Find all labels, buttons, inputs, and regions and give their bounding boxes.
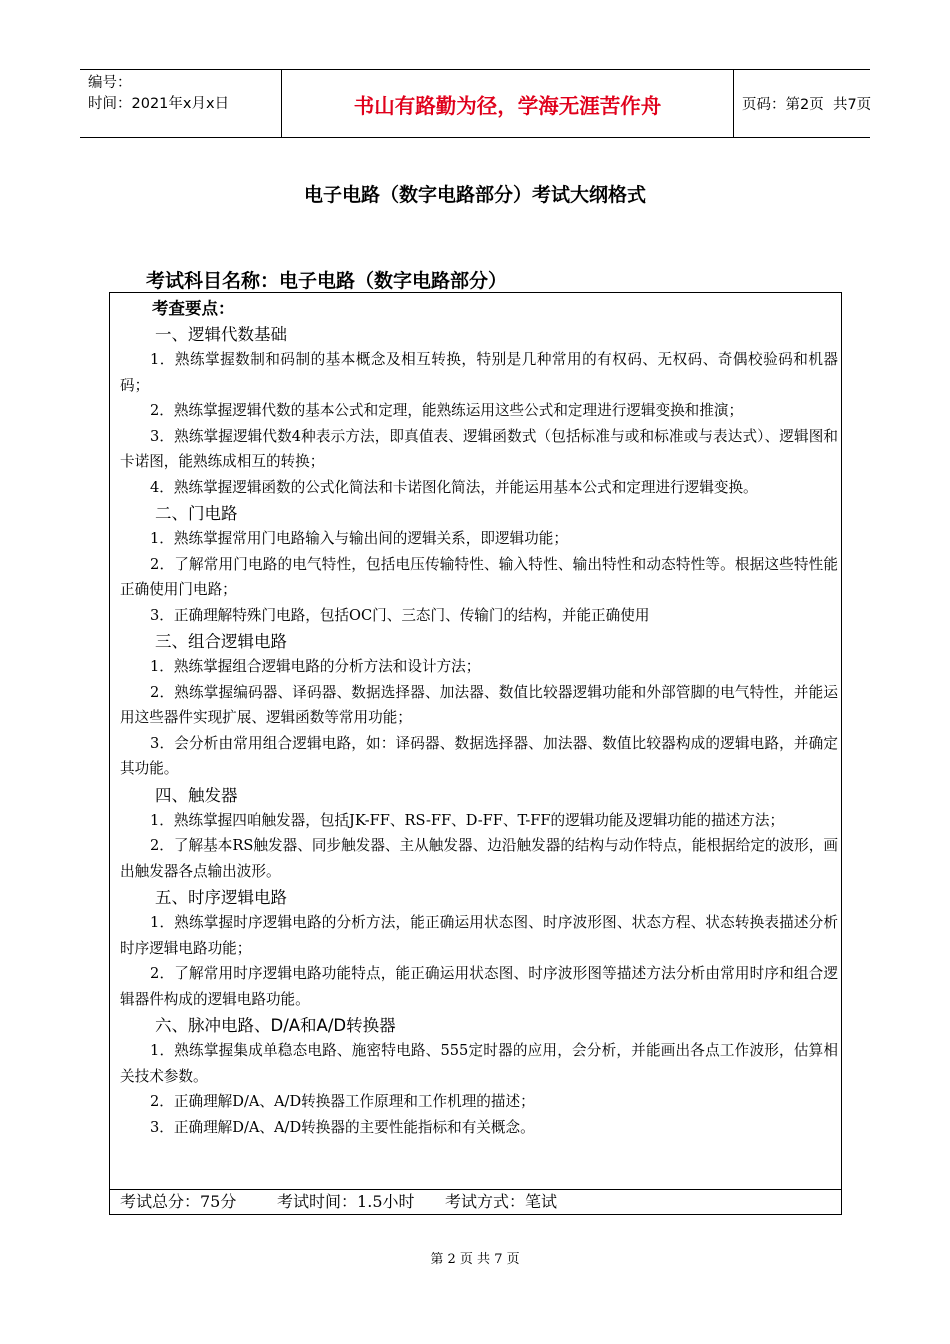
list-item: 3．熟练掌握逻辑代数4种表示方法，即真值表、逻辑函数式（包括标准与或和标准或与表达式）、逻辑图和卡诺图，能熟练成相互的转换； <box>120 427 838 470</box>
list-item: 1．熟练掌握时序逻辑电路的分析方法，能正确运用状态图、时序波形图、状态方程、状态转换表描述分析时序逻辑电路功能； <box>120 914 838 957</box>
page-header <box>80 69 870 138</box>
exam-info-row: 考试总分：75分 考试时间：1.5小时 考试方式：笔试 <box>110 1189 841 1214</box>
section-heading: 三、组合逻辑电路 <box>155 632 287 651</box>
document-title: 电子电路（数字电路部分）考试大纲格式 <box>303 184 646 206</box>
section <box>120 783 838 885</box>
section-heading: 二、门电路 <box>155 504 238 523</box>
subject-name: 考试科目名称：电子电路（数字电路部分） <box>146 270 508 292</box>
header-motto: 书山有路勤为径，学海无涯苦作舟 <box>281 70 734 137</box>
section <box>120 629 838 782</box>
list-item: 2．正确理解D/A、A/D转换器工作原理和工作机理的描述； <box>150 1093 535 1110</box>
list-item: 1．熟练掌握组合逻辑电路的分析方法和设计方法； <box>150 658 481 675</box>
list-item: 3．会分析由常用组合逻辑电路，如：译码器、数据选择器、加法器、数值比较器构成的逻辑电路，并确定其功能。 <box>120 734 838 777</box>
list-item: 4．熟练掌握逻辑函数的公式化简法和卡诺图化简法，并能运用基本公式和定理进行逻辑变换。 <box>150 478 758 496</box>
section-heading: 六、脉冲电路、D/A和A/D转换器 <box>155 1016 396 1035</box>
list-item: 2．了解常用门电路的电气特性，包括电压传输特性、输入特性、输出特性和动态特性等。根据这些特性能正确使用门电路； <box>120 555 838 598</box>
list-item: 1．熟练掌握数制和码制的基本概念及相互转换，特别是几种常用的有权码、无权码、奇偶校验码和机器码； <box>120 351 838 394</box>
outline-content <box>120 297 838 1140</box>
list-item: 3．正确理解特殊门电路，包括OC门、三态门、传输门的结构，并能正确使用 <box>150 606 650 624</box>
section-heading: 四、触发器 <box>155 785 238 805</box>
list-item: 1．熟练掌握常用门电路输入与输出间的逻辑关系，即逻辑功能； <box>150 530 568 547</box>
section <box>120 885 838 1012</box>
list-item: 2．熟练掌握编码器、译码器、数据选择器、加法器、数值比较器逻辑功能和外部管脚的电气特性，并能运用这些器件实现扩展、逻辑函数等常用功能； <box>120 683 838 726</box>
outline-box <box>109 292 842 1215</box>
list-item: 2．了解常用时序逻辑电路功能特点，能正确运用状态图、时序波形图等描述方法分析由常用时序和组合逻辑器件构成的逻辑电路功能。 <box>120 965 838 1008</box>
list-item: 3．正确理解D/A、A/D转换器的主要性能指标和有关概念。 <box>150 1118 535 1136</box>
section <box>120 1013 838 1140</box>
page-footer: 第 2 页 共 7 页 <box>430 1252 520 1267</box>
section-heading: 五、时序逻辑电路 <box>155 888 287 907</box>
header-meta <box>88 73 229 115</box>
section <box>120 322 838 500</box>
content-heading: 考查要点： <box>152 299 235 318</box>
header-number: 编号： <box>88 75 132 91</box>
header-time: 时间：2021年x月x日 <box>88 96 230 112</box>
section-heading: 一、逻辑代数基础 <box>155 325 287 344</box>
list-item: 2．熟练掌握逻辑代数的基本公式和定理，能熟练运用这些公式和定理进行逻辑变换和推演； <box>150 402 744 419</box>
list-item: 2．了解基本RS触发器、同步触发器、主从触发器、边沿触发器的结构与动作特点，能根据给定的波形，画出触发器各点输出波形。 <box>120 837 838 880</box>
list-item: 1．熟练掌握四咱触发器，包括JK-FF、RS-FF、D-FF、T-FF的逻辑功能及逻辑功能的描述方法； <box>150 811 785 829</box>
header-page-number: 页码：第2页 共7页 <box>742 97 872 113</box>
section <box>120 501 838 628</box>
list-item: 1．熟练掌握集成单稳态电路、施密特电路、555定时器的应用，会分析，并能画出各点工作波形，估算相关技术参数。 <box>120 1042 838 1085</box>
